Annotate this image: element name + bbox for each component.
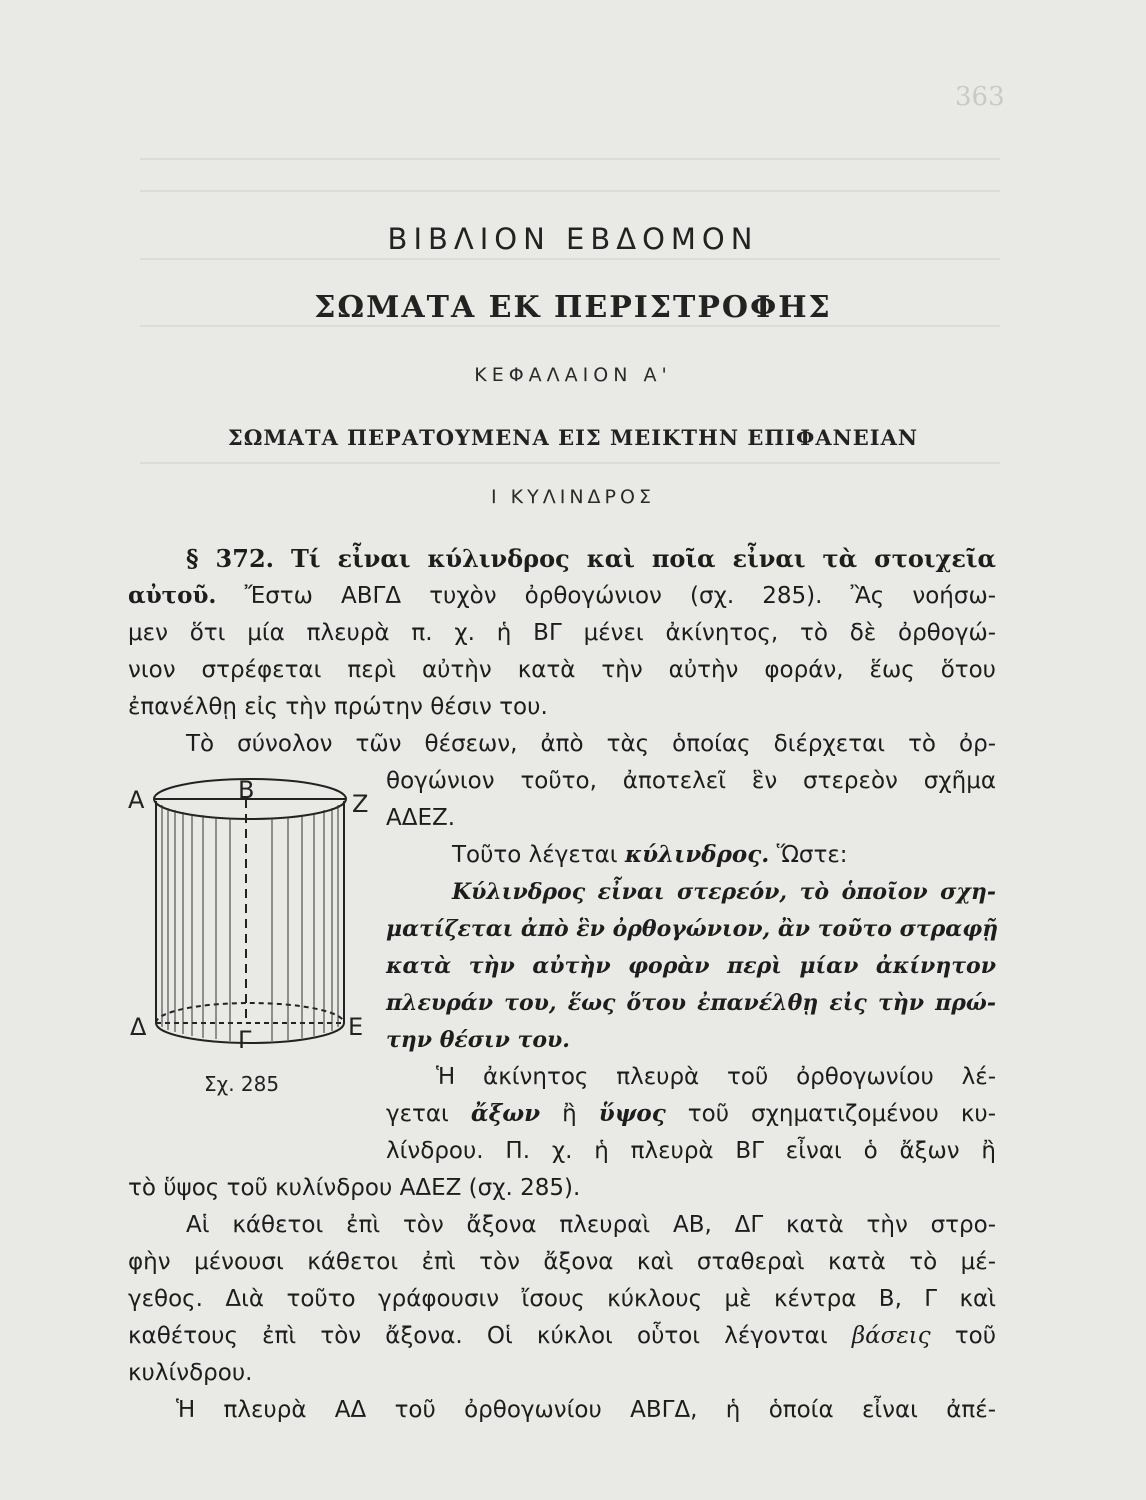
figure-label-B: Β: [238, 776, 255, 804]
figure-label-G: Γ: [238, 1026, 252, 1054]
text-run: Τοῦτο λέγεται: [452, 842, 625, 868]
paragraph-line: φὴν μένουσι κάθετοι ἐπὶ τὸν ἄξονα καὶ σταθεραὶ κατὰ τὸ μέ-: [128, 1249, 996, 1275]
paragraph-line: λίνδρου. Π. χ. ἡ πλευρὰ ΒΓ εἶναι ὁ ἄξων ἢ: [386, 1138, 996, 1164]
bleed-through-line: [140, 462, 1000, 464]
paragraph-line: τὸ ὕψος τοῦ κυλίνδρου ΑΔΕΖ (σχ. 285).: [128, 1175, 581, 1201]
definition-line: ματίζεται ἀπὸ ἓν ὀρθογώνιον, ἂν τοῦτο στραφῇ: [386, 916, 999, 942]
paragraph-line: [128, 581, 996, 611]
paragraph-line: Τὸ σύνολον τῶν θέσεων, ἀπὸ τὰς ὁποίας διέρχεται τὸ ὀρ-: [186, 731, 996, 757]
figure-label-A: Α: [128, 786, 145, 814]
page-number: 363: [955, 82, 1005, 112]
paragraph-line: γεθος. Διὰ τοῦτο γράφουσιν ἴσους κύκλους μὲ κέντρα Β, Γ καὶ: [128, 1286, 996, 1312]
text-run: ἢ: [540, 1101, 599, 1127]
main-title: ΣΩΜΑΤΑ ΕΚ ΠΕΡΙΣΤΡΟΦΗΣ: [314, 290, 832, 325]
definition-line: πλευράν του, ἕως ὅτου ἐπανέλθῃ εἰς τὴν πρώ-: [386, 990, 996, 1016]
paragraph-line: νιον στρέφεται περὶ αὐτὴν κατὰ τὴν αὐτὴν φοράν, ἕως ὅτου: [128, 657, 996, 683]
term-bases: βάσεις: [851, 1323, 931, 1349]
paragraph-line: ΑΔΕΖ.: [386, 805, 456, 831]
chapter-heading: ΚΕΦΑΛΑΙΟΝ Α': [474, 364, 672, 386]
paragraph-line: Ἡ πλευρὰ ΑΔ τοῦ ὀρθογωνίου ΑΒΓΔ, ἡ ὁποία εἶναι ἀπέ-: [176, 1397, 996, 1423]
text-run: τοῦ σχηματιζομένου κυ-: [665, 1101, 997, 1127]
text-run: γεται: [386, 1101, 471, 1127]
paragraph-line: θογώνιον τοῦτο, ἀποτελεῖ ἓν στερεὸν σχῆμα: [386, 768, 996, 794]
paragraph-line: Αἱ κάθετοι ἐπὶ τὸν ἄξονα πλευραὶ ΑΒ, ΔΓ κατὰ τὴν στρο-: [186, 1212, 996, 1238]
term-axis: ἄξων: [470, 1100, 541, 1127]
paragraph-line: ἐπανέλθῃ εἰς τὴν πρώτην θέσιν του.: [128, 694, 548, 720]
text-run: Ὥστε:: [769, 842, 848, 868]
paragraph-line: κυλίνδρου.: [128, 1360, 253, 1386]
text-run: καθέτους ἐπὶ τὸν ἄξονα. Οἱ κύκλοι οὗτοι λέγονται: [128, 1323, 852, 1349]
cylinder-figure: [148, 775, 368, 1055]
text-run: Ἔστω ΑΒΓΔ τυχὸν ὀρθογώνιον (σχ. 285). Ἂς νοήσω-: [216, 583, 996, 609]
chapter-subtitle: ΣΩΜΑΤΑ ΠΕΡΑΤΟΥΜΕΝΑ ΕΙΣ ΜΕΙΚΤΗΝ ΕΠΙΦΑΝΕΙΑΝ: [227, 425, 919, 450]
paragraph-line: [128, 1321, 996, 1351]
paragraph-line: Ἡ ἀκίνητος πλευρὰ τοῦ ὀρθογωνίου λέ-: [436, 1064, 996, 1090]
book-title: ΒΙΒΛΙΟΝ ΕΒΔΟΜΟΝ: [387, 222, 759, 256]
bleed-through-line: [140, 190, 1000, 192]
figure-label-Z: Ζ: [352, 790, 369, 818]
paragraph-line: [452, 840, 996, 870]
figure-caption: Σχ. 285: [204, 1072, 280, 1096]
definition-line: Κύλινδρος εἶναι στερεόν, τὸ ὁποῖον σχη-: [452, 879, 996, 905]
bleed-through-line: [140, 258, 1000, 260]
bleed-through-line: [140, 158, 1000, 160]
paragraph-line: [386, 1099, 996, 1129]
section-heading-end: αὐτοῦ.: [128, 582, 217, 609]
bleed-through-line: [140, 325, 1000, 327]
term-height: ὕψος: [598, 1100, 666, 1127]
definition-line: κατὰ τὴν αὐτὴν φορὰν περὶ μίαν ἀκίνητον: [386, 953, 996, 979]
section-title: Ι ΚΥΛΙΝΔΡΟΣ: [491, 486, 655, 508]
definition-line: την θέσιν του.: [386, 1027, 570, 1053]
figure-label-E: Ε: [348, 1013, 364, 1041]
bottom-base-back: [156, 1003, 344, 1023]
section-heading: § 372. Τί εἶναι κύλινδρος καὶ ποῖα εἶναι τὰ στοιχεῖα: [186, 544, 996, 573]
text-run: τοῦ: [930, 1323, 996, 1349]
figure-label-D: Δ: [130, 1013, 147, 1041]
term-cylinder: κύλινδρος.: [624, 841, 770, 868]
paragraph-line: μεν ὅτι μία πλευρὰ π. χ. ἡ ΒΓ μένει ἀκίνητος, τὸ δὲ ὀρθογώ-: [128, 620, 996, 646]
